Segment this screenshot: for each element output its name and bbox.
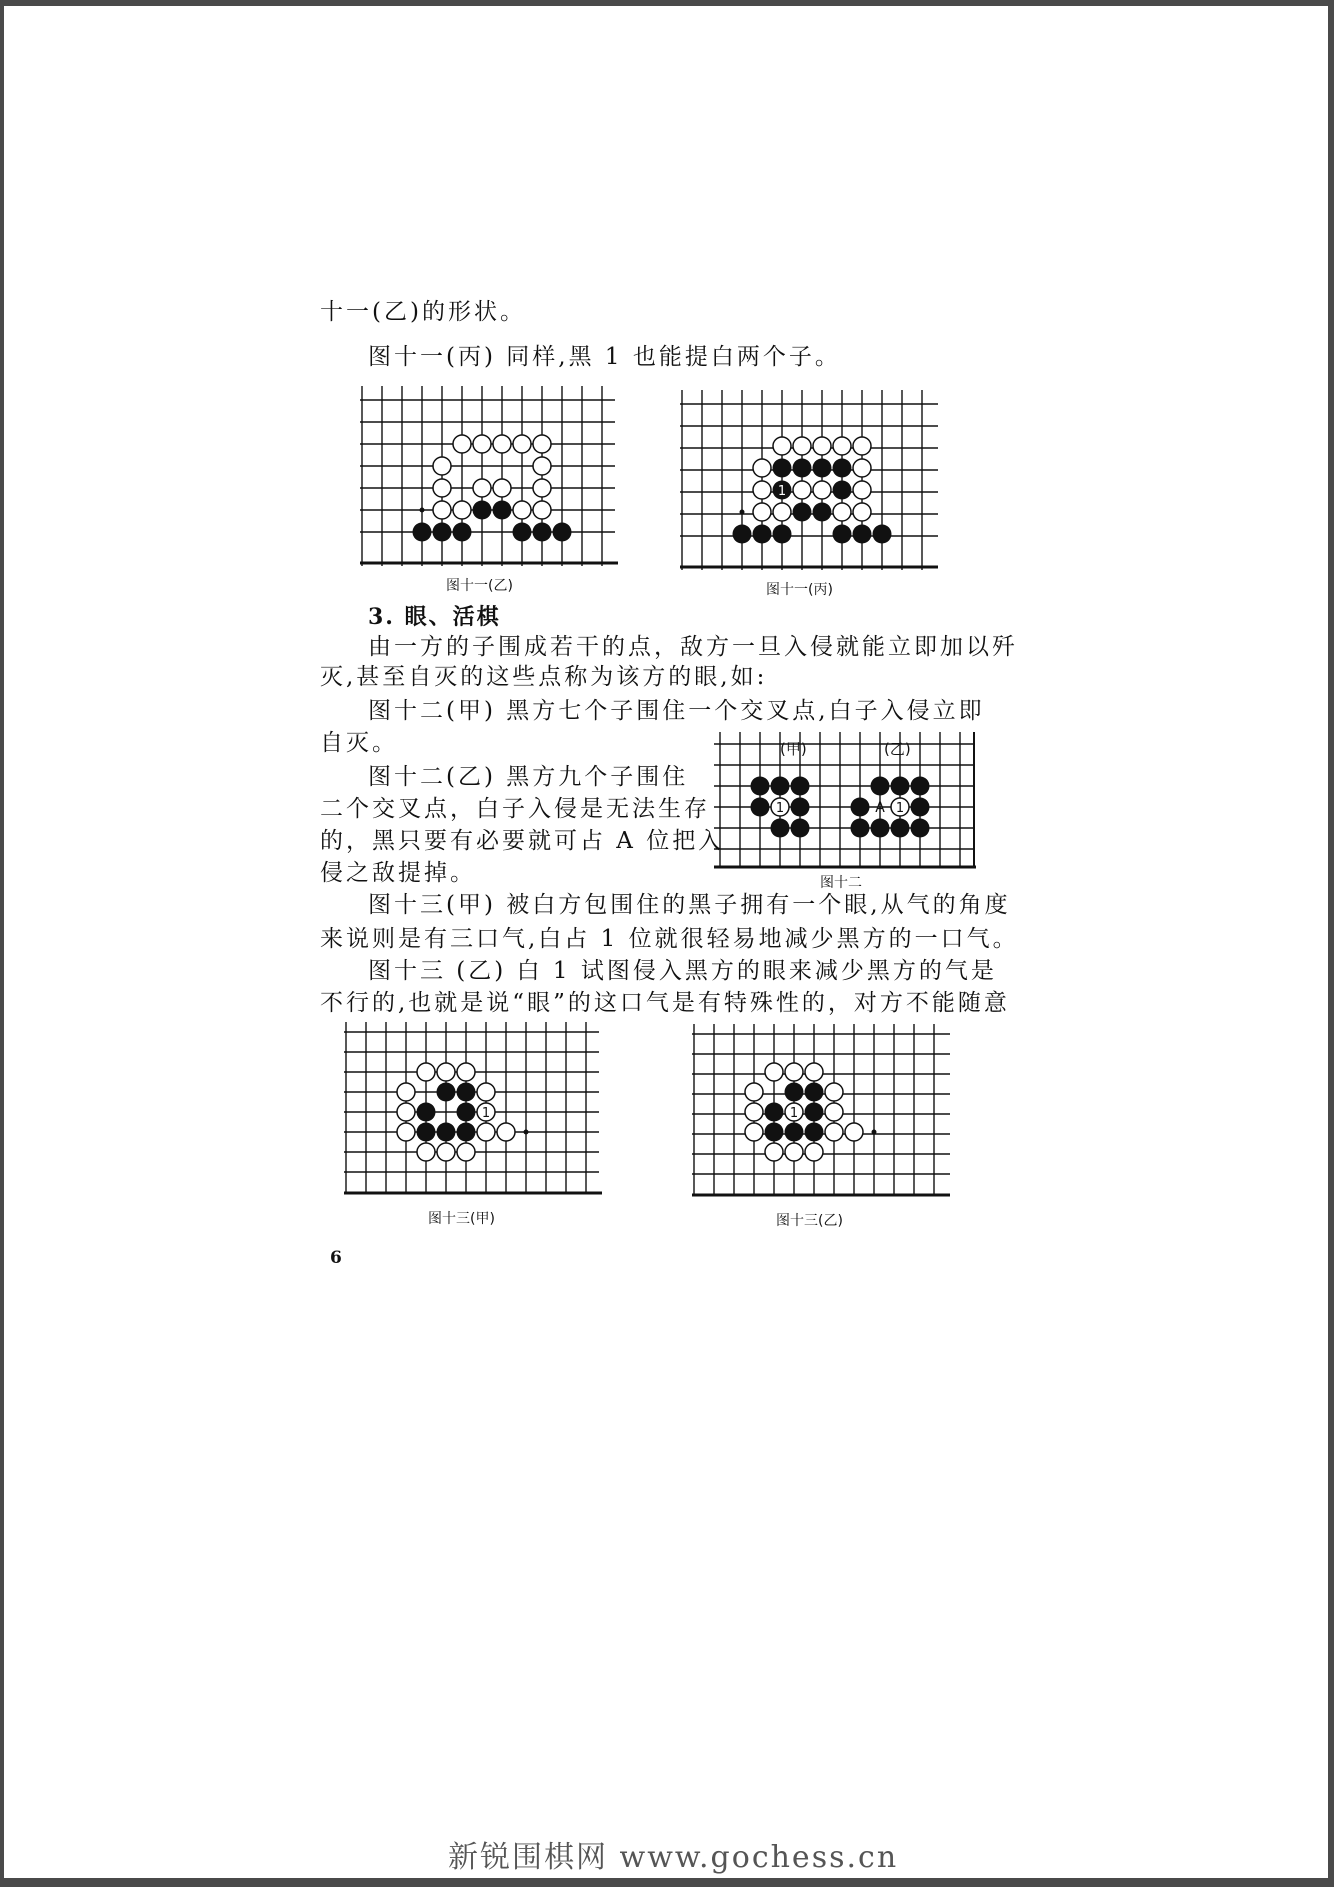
figure-caption: 图十一(乙) <box>446 578 513 594</box>
move-number: 1 <box>895 801 905 816</box>
move-number: 1 <box>789 1106 799 1121</box>
watermark: 新锐围棋网 www.gochess.cn <box>448 1840 899 1875</box>
text-line: 图十二(甲) 黑方七个子围住一个交叉点,白子入侵立即 <box>368 698 985 724</box>
sub-caption: (甲) <box>780 740 807 758</box>
text-line: 的，黑只要有必要就可占 A 位把入 <box>320 828 725 854</box>
move-number: 1 <box>481 1106 491 1121</box>
go-board-fig13a <box>344 1022 604 1196</box>
text-line: 来说则是有三口气,白占 1 位就很轻易地减少黑方的一口气。 <box>320 926 1019 952</box>
figure-caption: 图十三(甲) <box>428 1211 495 1227</box>
text-line: 自灭。 <box>320 730 398 756</box>
sub-caption: (乙) <box>884 740 911 758</box>
go-board-fig11c <box>680 390 940 570</box>
text-line: 二个交叉点，白子入侵是无法生存 <box>320 796 710 822</box>
text-line: 图十三 (乙) 白 1 试图侵入黑方的眼来减少黑方的气是 <box>368 958 997 984</box>
go-board-fig11b <box>360 386 620 566</box>
point-label-a: A <box>875 800 885 816</box>
text-line: 由一方的子围成若干的点，敌方一旦入侵就能立即加以歼 <box>368 634 1018 660</box>
move-number: 1 <box>777 484 787 499</box>
figure-caption: 图十二 <box>820 875 862 891</box>
text-line: 图十三(甲) 被白方包围住的黑子拥有一个眼,从气的角度 <box>368 892 1011 918</box>
text-line: 十一(乙)的形状。 <box>320 299 526 325</box>
figure-caption: 图十三(乙) <box>776 1213 843 1229</box>
text-line: 图十一(丙) 同样,黑 1 也能提白两个子。 <box>368 344 841 370</box>
text-line: 不行的,也就是说“眼”的这口气是有特殊性的，对方不能随意 <box>320 990 1010 1016</box>
move-number: 1 <box>775 801 785 816</box>
text-line: 侵之敌提掉。 <box>320 860 476 886</box>
go-board-fig12 <box>714 732 976 870</box>
figure-caption: 图十一(丙) <box>766 582 833 598</box>
text-line: 灭,甚至自灭的这些点称为该方的眼,如: <box>320 664 768 690</box>
text-line: 图十二(乙) 黑方九个子围住 <box>368 764 689 790</box>
document-page <box>4 6 1328 1878</box>
page-number: 6 <box>330 1248 342 1268</box>
go-board-fig13b <box>692 1024 952 1198</box>
section-heading: 3. 眼、活棋 <box>368 604 501 630</box>
